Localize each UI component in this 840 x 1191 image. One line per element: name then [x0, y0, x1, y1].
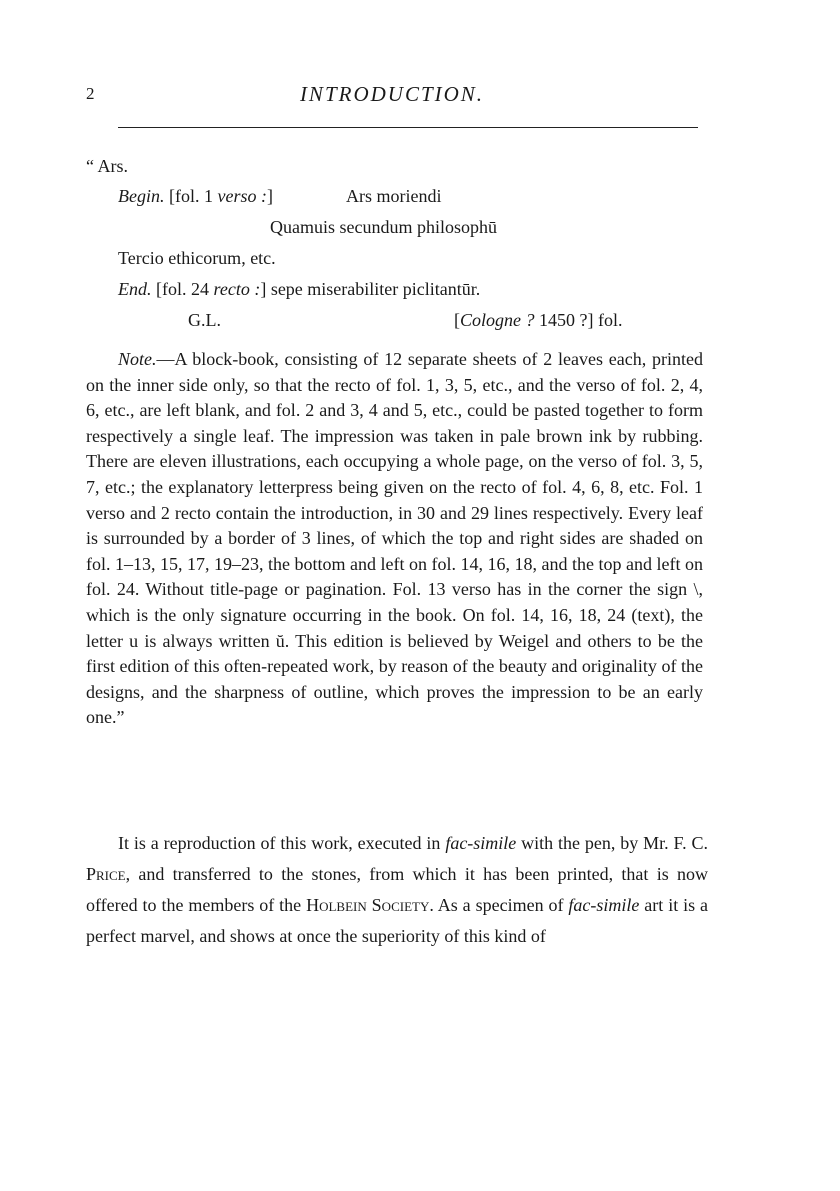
begin-text-3: Tercio ethicorum, etc.	[118, 248, 276, 268]
end-line	[118, 279, 480, 300]
begin-label: Begin.	[118, 186, 165, 206]
note-text: —A block-book, consisting of 12 separate sheets of 2 leaves each, printed on the inner side only, so that the recto of fol. 1, 3, 5, etc., and the verso of fol. 2, 4, 6, etc., are left blank, and fol. 2 and 3, 4 and 5, etc., could be pasted together to form respectively a single leaf. The impression was taken in pale brown ink by rubbing. There are eleven illustrations, each occupying a whole page, on the verso of fol. 3, 5, 7, etc.; the explanatory letterpress being given on the recto of fol. 4, 6, 8, etc. Fol. 1 verso and 2 recto contain the introduction, in 30 and 29 lines respectively. Every leaf is surrounded by a border of 3 lines, of which the top and right sides are shaded on fol. 1–13, 15, 17, 19–23, the bottom and left on fol. 14, 16, 18, and the top and left on fol. 24. Without title-page or pagination. Fol. 13 verso has in the corner the sign \, which is the only signature occurring in the book. On fol. 14, 16, 18, 24 (text), the letter u is always written ŭ. This edition is believed by Weigel and others to be the first edition of this often-repeated work, by reason of the beauty and originality of the designs, and the sharpness of outline, which proves the impression to be an early one.”	[86, 349, 703, 728]
page-number: 2	[86, 84, 95, 103]
end-ref: [fol. 24 recto :]	[156, 279, 267, 299]
end-text: sepe miserabiliter piclitantūr.	[270, 279, 481, 299]
header-rule	[118, 127, 698, 128]
body-paragraph: It is a reproduction of this work, executed in fac-simile with the pen, by Mr. F. C. Price, and transferred to the stones, from which it has been printed, that is now offered to the members of the Holbein Society. As a specimen of fac-simile art it is a perfect marvel, and shows at once the superiority of this kind of	[86, 833, 709, 946]
running-title: INTRODUCTION.	[299, 82, 485, 106]
format: fol.	[597, 310, 623, 330]
entry-heading: “ Ars.	[86, 156, 128, 176]
imprint: [Cologne ? 1450 ?] fol.	[454, 310, 623, 330]
begin-ref: [fol. 1 verso :]	[169, 186, 273, 206]
begin-text-2: Quamuis secundum philosophū	[270, 217, 497, 237]
begin-line	[118, 186, 273, 207]
note-paragraph	[86, 347, 703, 731]
page-header	[86, 82, 698, 112]
note-label: Note.	[118, 349, 157, 369]
begin-text-1: Ars moriendi	[346, 186, 442, 206]
location-mark: G.L.	[188, 310, 221, 330]
end-label: End.	[118, 279, 152, 299]
